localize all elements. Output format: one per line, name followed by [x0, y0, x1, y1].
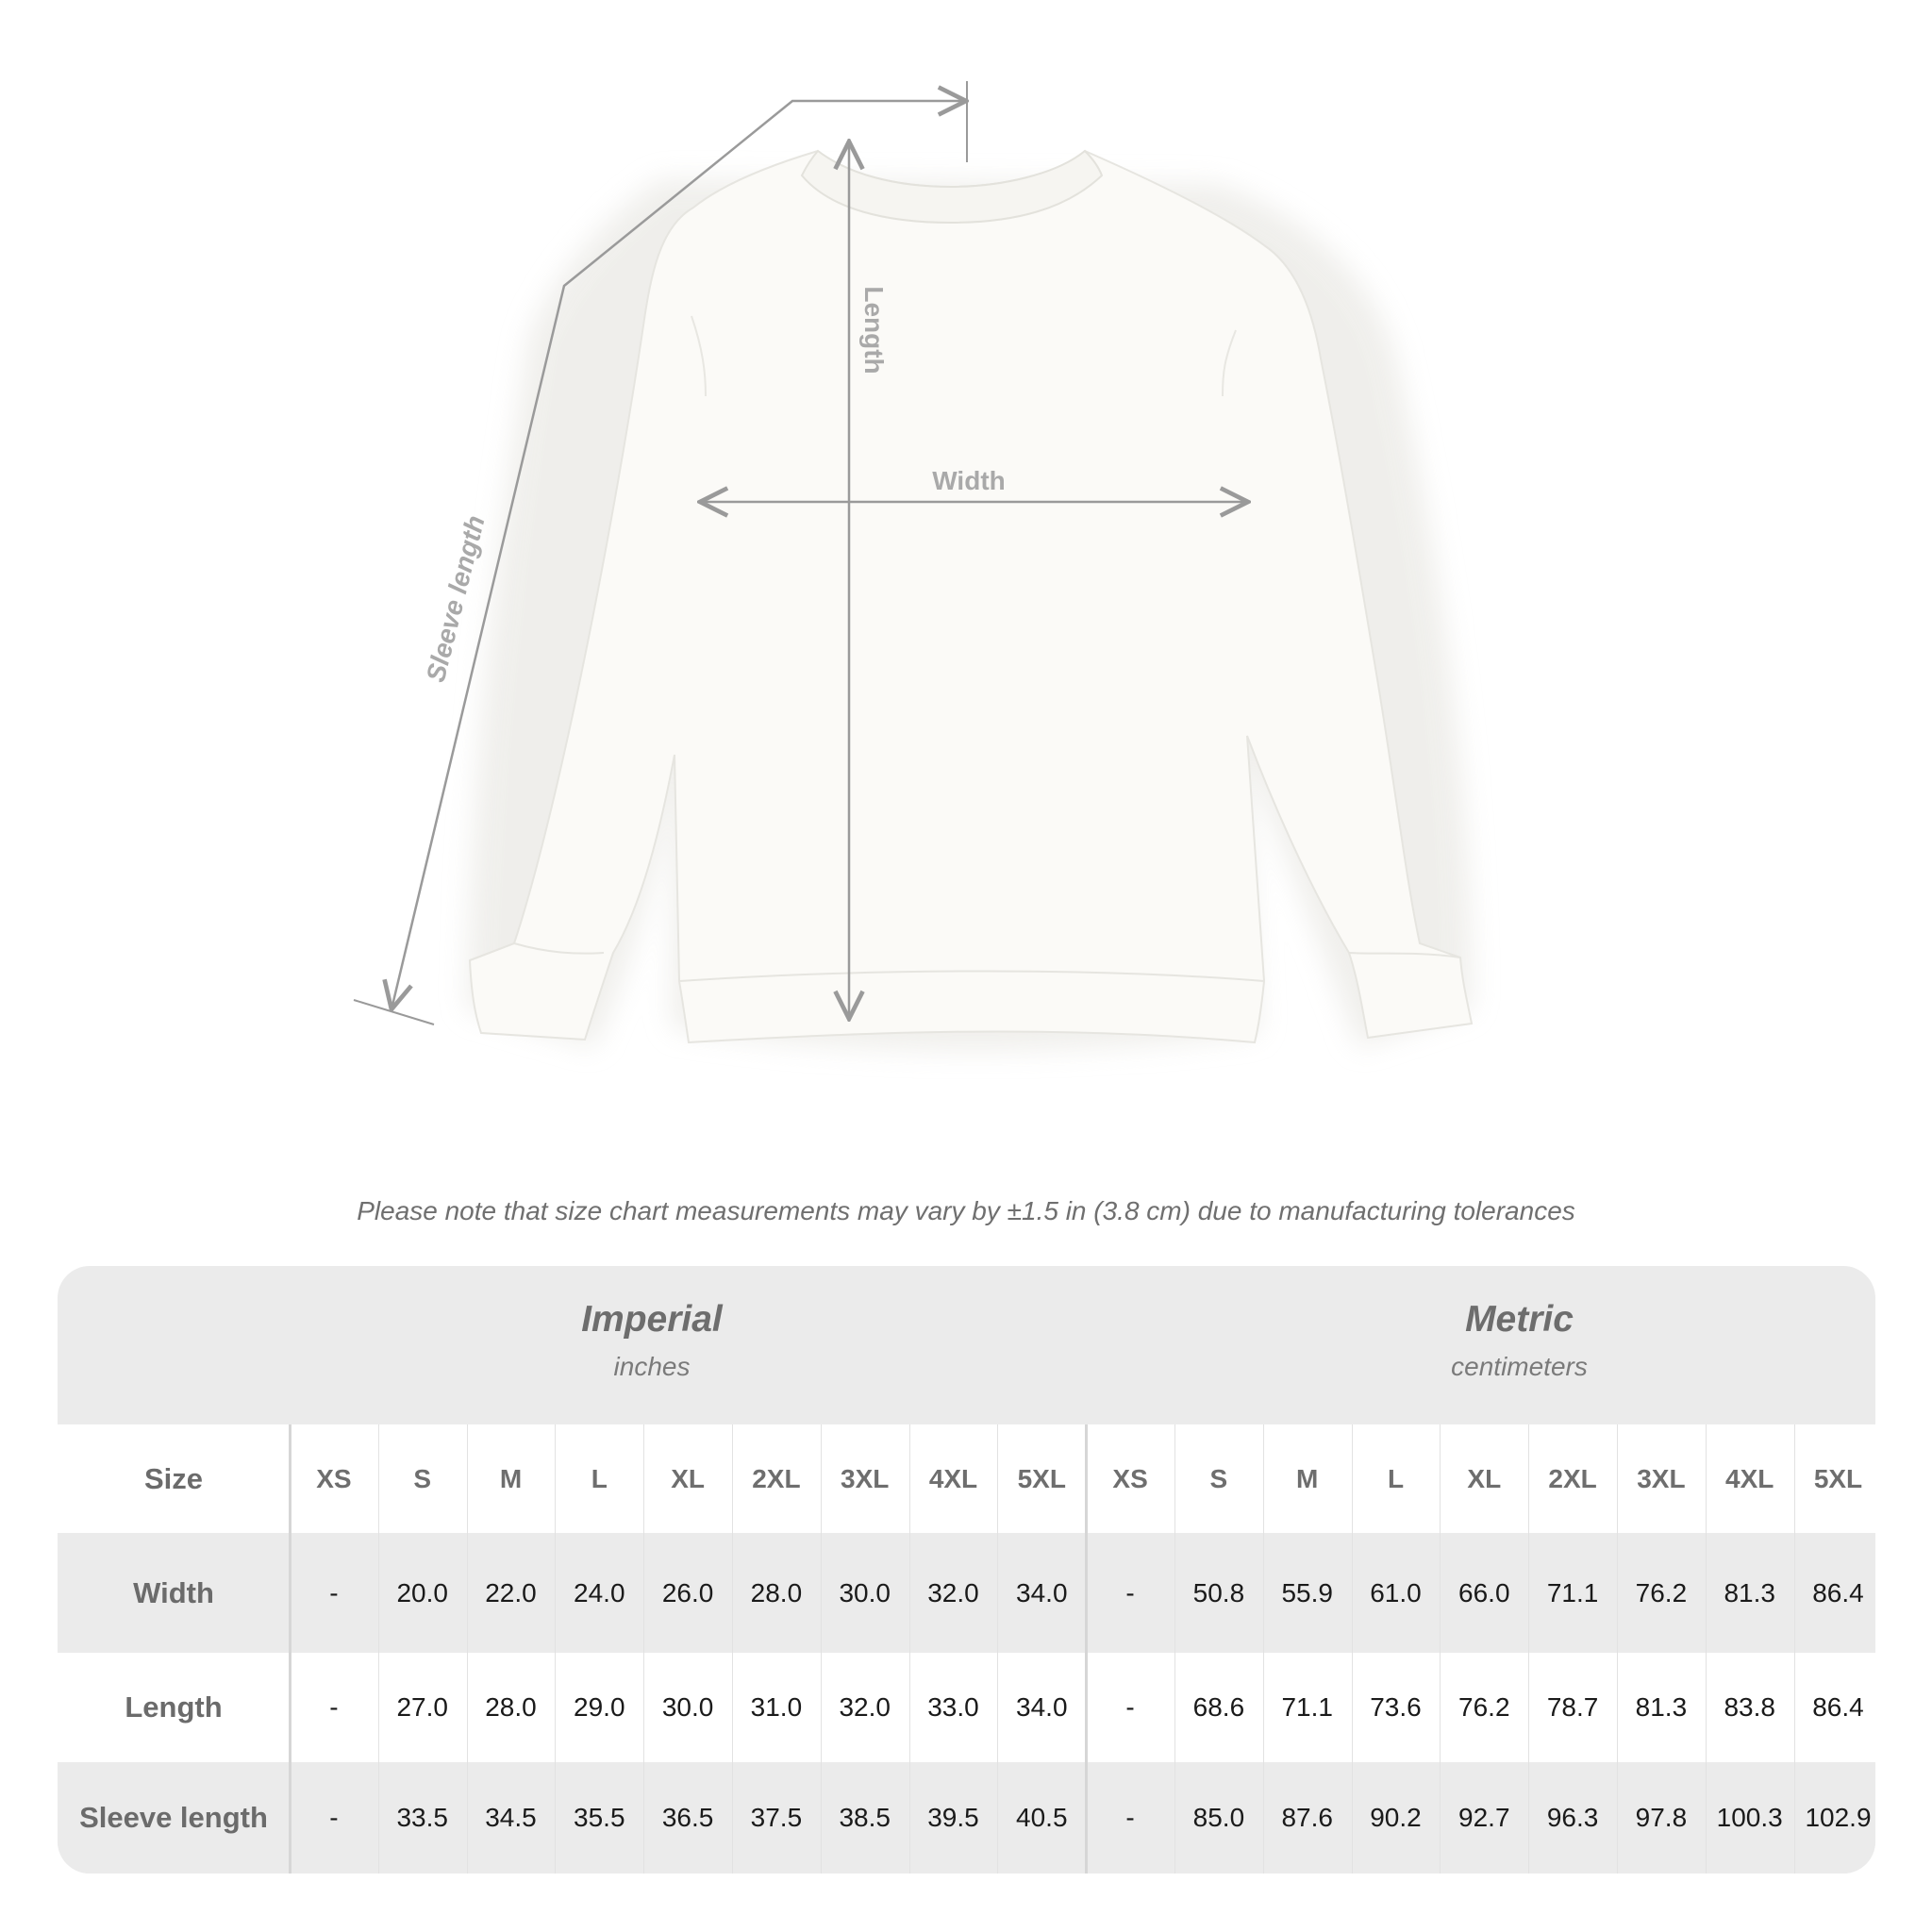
- column-divider: [1528, 1424, 1529, 1874]
- size-header-metric: 2XL: [1548, 1463, 1597, 1493]
- imperial-header: [227, 1266, 1076, 1424]
- table-row: [58, 1653, 1875, 1762]
- imperial-value: 34.0: [1016, 1692, 1068, 1722]
- table-row: [58, 1762, 1875, 1874]
- imperial-value: 31.0: [750, 1692, 803, 1722]
- imperial-value: 20.0: [396, 1577, 448, 1607]
- metric-value: 76.2: [1635, 1577, 1688, 1607]
- size-header-imperial: M: [499, 1463, 523, 1493]
- imperial-value: -: [329, 1577, 339, 1607]
- imperial-value: -: [329, 1692, 339, 1722]
- column-divider: [467, 1424, 468, 1874]
- size-header-metric: 4XL: [1725, 1463, 1774, 1493]
- size-column-label: Size: [143, 1461, 204, 1495]
- size-header-metric: XS: [1112, 1463, 1148, 1493]
- column-divider: [1706, 1424, 1707, 1874]
- tolerance-note: Please note that size chart measurements may vary by ±1.5 in (3.8 cm) due to manufacturing tolerances: [357, 1196, 1575, 1225]
- metric-value: 55.9: [1281, 1577, 1333, 1607]
- metric-value: 73.6: [1370, 1692, 1422, 1722]
- width-label: Width: [932, 466, 1006, 495]
- size-header-imperial: XL: [671, 1463, 705, 1493]
- imperial-value: 33.5: [396, 1803, 448, 1832]
- column-divider: [909, 1424, 910, 1874]
- size-header-metric: S: [1209, 1463, 1228, 1493]
- imperial-value: 39.5: [927, 1803, 979, 1832]
- imperial-value: 28.0: [485, 1692, 537, 1722]
- column-divider: [1174, 1424, 1175, 1874]
- size-header-imperial: 2XL: [752, 1463, 801, 1493]
- row-label: Length: [125, 1690, 223, 1724]
- column-divider: [732, 1424, 733, 1874]
- size-header-imperial: XS: [316, 1463, 352, 1493]
- column-divider: [289, 1424, 291, 1874]
- column-divider: [821, 1424, 822, 1874]
- metric-value: 85.0: [1192, 1803, 1245, 1832]
- imperial-value: 26.0: [661, 1577, 714, 1607]
- size-header-imperial: L: [591, 1463, 608, 1493]
- column-divider: [643, 1424, 644, 1874]
- size-header-metric: XL: [1467, 1463, 1502, 1493]
- size-table: [58, 1266, 1875, 1874]
- metric-value: 81.3: [1724, 1577, 1775, 1607]
- imperial-value: 38.5: [839, 1803, 891, 1832]
- size-header-imperial: 4XL: [928, 1463, 978, 1493]
- imperial-value: 34.0: [1016, 1577, 1068, 1607]
- metric-value: 78.7: [1546, 1692, 1599, 1722]
- metric-value: -: [1125, 1692, 1135, 1722]
- metric-value: 86.4: [1812, 1692, 1864, 1722]
- metric-value: 71.1: [1546, 1577, 1599, 1607]
- size-header-metric: 5XL: [1813, 1463, 1863, 1493]
- column-divider: [1352, 1424, 1353, 1874]
- imperial-value: 32.0: [927, 1577, 979, 1607]
- imperial-value: 22.0: [485, 1577, 537, 1607]
- imperial-title: Imperial: [581, 1299, 723, 1340]
- column-divider: [555, 1424, 556, 1874]
- metric-header: [1083, 1266, 1875, 1424]
- metric-value: -: [1125, 1803, 1135, 1832]
- imperial-value: 37.5: [750, 1803, 803, 1832]
- size-header-imperial: 3XL: [841, 1463, 890, 1493]
- column-divider: [1085, 1424, 1088, 1874]
- size-header-row: [58, 1424, 1875, 1533]
- sleeve-length-label: Sleeve length: [420, 512, 491, 686]
- imperial-value: 30.0: [839, 1577, 891, 1607]
- imperial-value: -: [329, 1803, 339, 1832]
- imperial-value: 35.5: [574, 1803, 625, 1832]
- metric-value: 92.7: [1458, 1803, 1510, 1832]
- metric-value: 96.3: [1546, 1803, 1599, 1832]
- size-header-metric: L: [1387, 1463, 1405, 1493]
- imperial-value: 24.0: [574, 1577, 625, 1607]
- row-label: Width: [133, 1575, 214, 1609]
- metric-unit: centimeters: [1451, 1352, 1588, 1381]
- imperial-value: 34.5: [485, 1803, 537, 1832]
- column-divider: [1263, 1424, 1264, 1874]
- metric-value: -: [1125, 1577, 1135, 1607]
- size-header-imperial: 5XL: [1017, 1463, 1066, 1493]
- imperial-value: 33.0: [927, 1692, 979, 1722]
- metric-value: 102.9: [1805, 1803, 1872, 1832]
- metric-value: 71.1: [1281, 1692, 1333, 1722]
- size-header-metric: M: [1296, 1463, 1319, 1493]
- metric-value: 66.0: [1458, 1577, 1510, 1607]
- size-header-metric: 3XL: [1637, 1463, 1686, 1493]
- column-divider: [1617, 1424, 1618, 1874]
- metric-value: 76.2: [1458, 1692, 1510, 1722]
- metric-value: 90.2: [1370, 1803, 1422, 1832]
- column-divider: [378, 1424, 379, 1874]
- metric-title: Metric: [1465, 1299, 1574, 1340]
- metric-value: 81.3: [1635, 1692, 1688, 1722]
- column-divider: [1794, 1424, 1795, 1874]
- size-header-imperial: S: [413, 1463, 432, 1493]
- metric-value: 86.4: [1812, 1577, 1864, 1607]
- column-divider: [997, 1424, 998, 1874]
- imperial-value: 40.5: [1016, 1803, 1068, 1832]
- imperial-value: 30.0: [661, 1692, 714, 1722]
- imperial-value: 32.0: [839, 1692, 891, 1722]
- column-divider: [1440, 1424, 1441, 1874]
- table-row: [58, 1533, 1875, 1653]
- row-label: Sleeve length: [79, 1801, 268, 1834]
- metric-value: 83.8: [1724, 1692, 1775, 1722]
- metric-value: 61.0: [1370, 1577, 1422, 1607]
- imperial-unit: inches: [613, 1352, 691, 1381]
- metric-value: 50.8: [1192, 1577, 1245, 1607]
- metric-value: 97.8: [1635, 1803, 1688, 1832]
- imperial-value: 29.0: [574, 1692, 625, 1722]
- imperial-value: 28.0: [750, 1577, 803, 1607]
- metric-value: 87.6: [1281, 1803, 1333, 1832]
- length-label: Length: [859, 286, 889, 375]
- imperial-value: 36.5: [661, 1803, 714, 1832]
- imperial-value: 27.0: [396, 1692, 448, 1722]
- metric-value: 68.6: [1192, 1692, 1245, 1722]
- metric-value: 100.3: [1716, 1803, 1783, 1832]
